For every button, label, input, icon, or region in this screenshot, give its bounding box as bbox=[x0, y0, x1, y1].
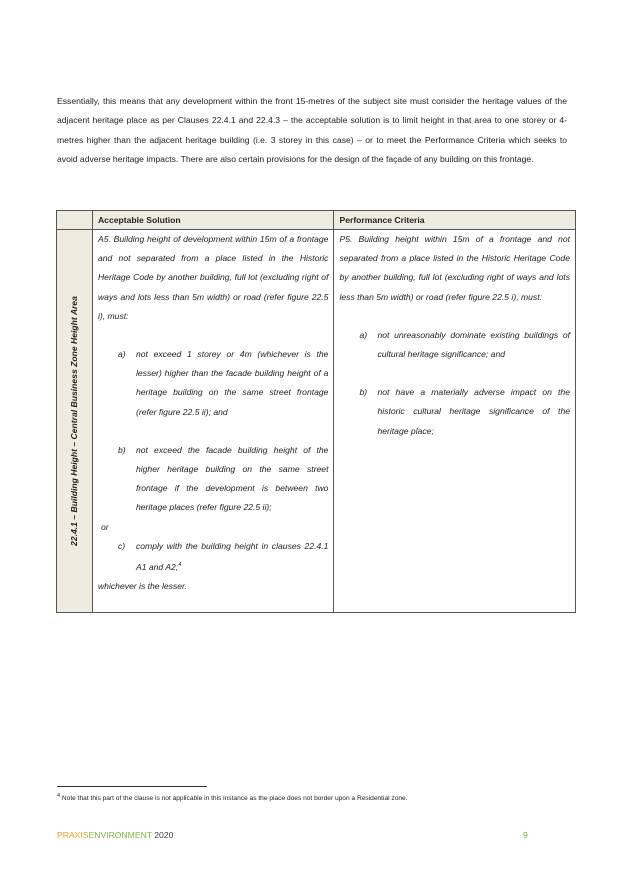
footnote-text: Note that this part of the clause is not applicable in this instance as the place does not border upon a Residential zone. bbox=[60, 795, 408, 803]
performance-lead: P5. Building height within 15m of a frontage and not separated from a place listed in the Historic Heritage Code by another building, full lot (excluding right of ways and lots less than 5m width) or road (refer figure 22.5 i), must: bbox=[339, 234, 570, 302]
table-header-row bbox=[57, 211, 576, 230]
intro-paragraph: Essentially, this means that any development within the front 15-metres of the subject site must consider the heritage values of the adjacent heritage place as per Clauses 22.4.1 and 22.4.3 – the acceptable solution is to limit height in that area to one storey or 4-metres higher than the adjacent heritage building (i.e. 3 storey in this case) – or to meet the Performance Criteria which seeks to avoid adverse heritage impacts. There are also certain provisions for the design of the façade of any building on this frontage. bbox=[57, 96, 567, 164]
performance-item-b bbox=[339, 383, 570, 441]
table-body-row bbox=[57, 230, 576, 613]
acceptable-closing: whichever is the lesser. bbox=[97, 581, 187, 592]
header-corner-cell bbox=[57, 211, 93, 230]
item-text: not exceed the facade building height of the higher heritage building on the same street frontage if the development is between two heritage places (refer figure 22.5 ii); bbox=[135, 444, 329, 513]
brand-environment: ENVIRONMENT bbox=[88, 830, 152, 840]
brand-footer bbox=[57, 830, 173, 840]
acceptable-item-a bbox=[98, 345, 329, 422]
footnote-ref: 4 bbox=[178, 562, 182, 569]
acceptable-solution-cell bbox=[92, 230, 334, 613]
item-text: not have a materially adverse impact on the historic cultural heritage significance of the heritage place; bbox=[377, 387, 570, 436]
side-label: 22.4.1 – Building Height – Central Business Zone Height Area bbox=[69, 296, 80, 547]
acceptable-item-c bbox=[98, 537, 329, 577]
criteria-table bbox=[56, 210, 576, 613]
item-label: a) bbox=[117, 349, 126, 360]
item-label: a) bbox=[359, 329, 368, 340]
item-text: not unreasonably dominate existing buildings of cultural heritage significance; and bbox=[377, 329, 570, 360]
performance-item-a bbox=[339, 326, 570, 364]
item-label: b) bbox=[117, 444, 126, 455]
acceptable-item-b bbox=[98, 441, 329, 518]
item-label: c) bbox=[117, 540, 126, 551]
item-text: not exceed 1 storey or 4m (whichever is the lesser) higher than the facade building height of a heritage building on the same street frontage (refer figure 22.5 ii); and bbox=[135, 349, 329, 417]
acceptable-lead: A5. Building height of development within 15m of a frontage and not separated from a place listed in the Historic Heritage Code by another building, full lot (excluding right of ways and lots less than 5m width) or road (refer figure 22.5 i), must: bbox=[97, 234, 329, 321]
acceptable-solution-header: Acceptable Solution bbox=[92, 211, 334, 230]
footnote bbox=[57, 793, 408, 802]
item-text bbox=[136, 537, 329, 577]
performance-criteria-cell bbox=[334, 230, 576, 613]
item-c-text: comply with the building height in clauses 22.4.1 A1 and A2; bbox=[135, 540, 329, 572]
page-number: 9 bbox=[523, 830, 528, 840]
brand-praxis: PRAXIS bbox=[57, 830, 89, 840]
performance-criteria-header: Performance Criteria bbox=[334, 211, 576, 230]
or-connector: or bbox=[100, 521, 109, 532]
footnote-marker: 4 bbox=[57, 793, 61, 799]
side-label-cell bbox=[57, 230, 93, 613]
footnote-divider bbox=[57, 786, 207, 787]
item-label: b) bbox=[359, 387, 368, 398]
brand-year: 2020 bbox=[151, 830, 174, 840]
